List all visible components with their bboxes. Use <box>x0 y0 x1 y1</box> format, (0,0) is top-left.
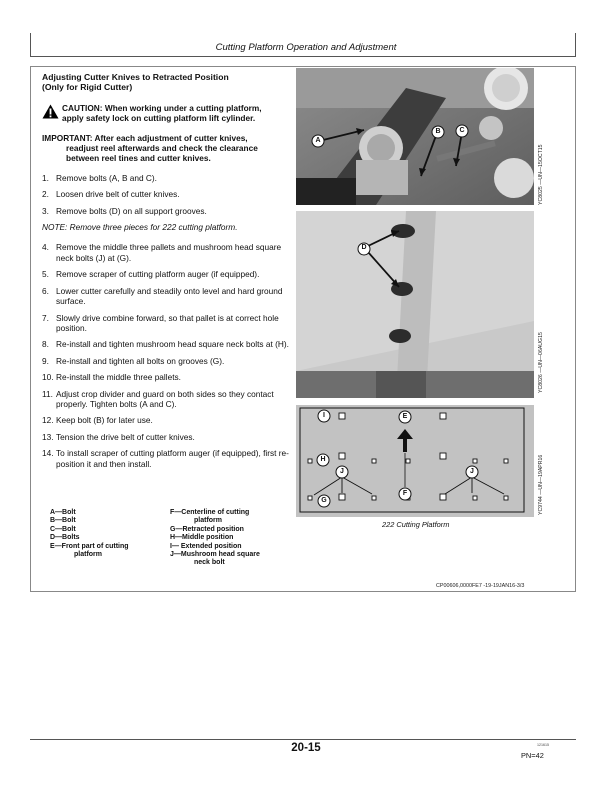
step-number: 14. <box>42 448 54 459</box>
callout-label-f: F <box>402 490 408 497</box>
step-number: 9. <box>42 355 49 366</box>
callout-label-g: G <box>321 497 327 504</box>
legend-entry: G—Retracted position <box>170 525 244 533</box>
step-number: 13. <box>42 431 54 442</box>
legend-entry: J—Mushroom head square <box>170 551 260 559</box>
callout-label-h: H <box>320 456 326 463</box>
legend-entry: H—Middle position <box>170 534 234 542</box>
figure-legend <box>50 509 290 568</box>
caution-block <box>42 103 289 124</box>
step-text: Slowly drive combine forward, so that pallet is at correct hole position. <box>56 312 279 333</box>
bolt-position-diagram <box>296 405 534 517</box>
step-item <box>42 339 289 349</box>
step-text: Remove bolts (A, B and C). <box>56 172 157 183</box>
step-number: 7. <box>42 312 49 323</box>
step-item <box>42 173 289 183</box>
figure-caption: 222 Cutting Platform <box>382 520 450 529</box>
step-text: Adjust crop divider and guard on both sides so they contact properly. Tighten bolts (A and C). <box>56 388 274 409</box>
step-text: Keep bolt (B) for later use. <box>56 415 153 426</box>
step-number: 10. <box>42 372 54 383</box>
legend-column-right <box>170 509 290 568</box>
page-number: 20-15 <box>291 742 321 754</box>
legend-entry: E—Front part of cutting <box>50 542 129 550</box>
step-text: Remove the middle three pallets and mushroom head square neck bolts (J) at (G). <box>56 242 282 263</box>
step-number: 3. <box>42 205 49 216</box>
caution-line1: CAUTION: When working under a cutting platform, <box>62 102 262 113</box>
step-number: 4. <box>42 242 49 253</box>
callout-label-d: D <box>361 244 367 251</box>
callout-label-a: A <box>315 137 321 144</box>
important-line1: IMPORTANT: After each adjustment of cutter knives, <box>42 132 248 143</box>
header-rule-bottom <box>30 56 576 57</box>
legend-entry: platform <box>74 551 102 559</box>
step-item <box>42 286 289 307</box>
pn-number: PN=42 <box>521 751 544 760</box>
step-number: 8. <box>42 339 49 350</box>
step-item <box>42 415 289 425</box>
step-item <box>42 372 289 382</box>
caution-text <box>62 103 262 124</box>
important-line2: readjust reel afterwards and check the clearance <box>66 143 258 154</box>
section-title-line2: (Only for Rigid Cutter) <box>42 82 133 93</box>
step-text: Remove bolts (D) on all support grooves. <box>56 205 207 216</box>
step-item <box>42 242 289 263</box>
callout-label-b: B <box>435 128 441 135</box>
step-item <box>42 313 289 334</box>
legend-entry: A—Bolt <box>50 509 76 516</box>
caution-line2: apply safety lock on cutting platform lift cylinder. <box>62 113 256 124</box>
diagram-id: YC9744 —UN—19APR16 <box>538 454 544 515</box>
legend-entry: F—Centerline of cutting <box>170 509 250 516</box>
legend-entry: platform <box>194 517 222 525</box>
step-number: 2. <box>42 189 49 200</box>
legend-entry: neck bolt <box>194 559 225 567</box>
note-text: NOTE: Remove three pieces for 222 cutting platform. <box>42 222 238 233</box>
photo2-callouts <box>296 211 534 398</box>
step-text: Loosen drive belt of cutter knives. <box>56 189 180 200</box>
step-text: Re-install and tighten mushroom head square neck bolts at (H). <box>56 339 289 350</box>
step-item <box>42 269 289 279</box>
step-text: Tension the drive belt of cutter knives. <box>56 431 195 442</box>
callout-label-j-left: J <box>340 468 344 475</box>
step-item <box>42 432 289 442</box>
legend-entry: I— Extended position <box>170 542 242 550</box>
steps-list-a <box>42 173 289 216</box>
step-number: 11. <box>42 388 53 399</box>
legend-entry: C—Bolt <box>50 525 76 533</box>
step-number: 5. <box>42 269 49 280</box>
header-title: Cutting Platform Operation and Adjustment <box>215 42 397 53</box>
photo1-callouts <box>296 68 534 205</box>
callout-label-c: C <box>459 127 465 134</box>
document-code: CP00606,0000FE7 -19-19JAN16-3/3 <box>436 583 525 589</box>
callout-label-i: I <box>323 412 325 419</box>
step-item <box>42 356 289 366</box>
step-text: Remove scraper of cutting platform auger (if equipped). <box>56 269 260 280</box>
legend-column-left <box>50 509 170 568</box>
important-block <box>42 133 289 164</box>
callout-label-e: E <box>402 413 408 420</box>
step-text: Re-install and tighten all bolts on grooves (G). <box>56 355 225 366</box>
step-text: Re-install the middle three pallets. <box>56 372 181 383</box>
step-item <box>42 206 289 216</box>
step-item <box>42 389 289 410</box>
steps-list-b <box>42 242 289 469</box>
warning-triangle-icon <box>42 104 60 121</box>
step-number: 12. <box>42 415 54 426</box>
step-text: To install scraper of cutting platform auger (if equipped), first re-position it and then install. <box>56 448 289 469</box>
photo1-id: YC8025 —UN—15OCT15 <box>538 144 544 205</box>
step-item <box>42 189 289 199</box>
step-number: 6. <box>42 285 49 296</box>
legend-entry: D—Bolts <box>50 534 80 542</box>
step-text: Lower cutter carefully and steadily onto level and hard ground surface. <box>56 285 283 307</box>
section-title-line1: Adjusting Cutter Knives to Retracted Position <box>42 72 229 82</box>
photo2-id: YC8026 —UN—06AUG15 <box>538 332 544 393</box>
step-item <box>42 448 289 469</box>
step-number: 1. <box>42 172 49 183</box>
instructions-column <box>42 72 289 475</box>
footer-rule <box>30 739 576 740</box>
footer-small-code: 121615 <box>537 743 549 747</box>
important-line3: between reel tines and cutter knives. <box>66 153 211 164</box>
legend-entry: B—Bolt <box>50 517 76 525</box>
callout-label-j-right: J <box>470 468 474 475</box>
